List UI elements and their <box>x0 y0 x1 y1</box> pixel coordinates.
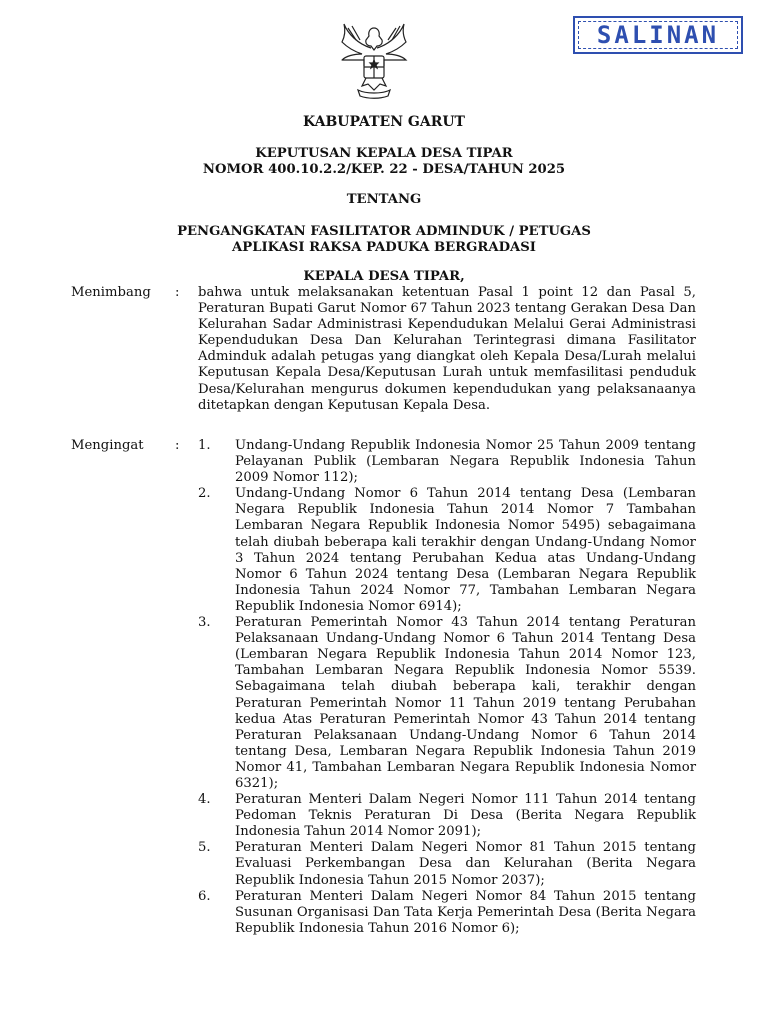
decree-title: KEPUTUSAN KEPALA DESA TIPAR <box>255 146 513 161</box>
list-item <box>198 840 696 888</box>
list-item-text: Peraturan Menteri Dalam Negeri Nomor 111 Tahun 2014 tentang Pedoman Teknis Peraturan Di Desa (Berita Negara Republik Indonesia Tahun 2014 Nomor 2091); <box>235 792 696 840</box>
salinan-stamp: SALINAN <box>573 16 743 54</box>
list-item <box>198 889 696 937</box>
list-item-number: 6. <box>198 888 211 904</box>
list-item-number: 3. <box>198 615 211 631</box>
list-item-number: 5. <box>198 840 211 856</box>
garuda-emblem-icon <box>338 20 410 102</box>
decree-number: NOMOR 400.10.2.2/KEP. 22 - DESA/TAHUN 2025 <box>202 162 566 177</box>
mengingat-list <box>198 438 696 937</box>
list-item <box>198 615 696 792</box>
about-heading: TENTANG <box>346 192 422 207</box>
subject-line-2: APLIKASI RAKSA PADUKA BERGRADASI <box>232 240 536 255</box>
list-item-number: 1. <box>198 438 211 453</box>
menimbang-colon: : <box>175 285 180 300</box>
list-item <box>198 486 696 615</box>
mengingat-colon: : <box>175 438 180 453</box>
menimbang-label: Menimbang <box>71 285 151 300</box>
subject-line-1: PENGANGKATAN FASILITATOR ADMINDUK / PETUGAS <box>177 224 591 239</box>
list-item-text: Peraturan Pemerintah Nomor 43 Tahun 2014 tentang Peraturan Pelaksanaan Undang-Undang Nomor 6 Tahun 2014 Tentang Desa (Lembaran Negara Republik Indonesia Tahun 2014 Nomor 123, Tambahan Lembaran Negara Republik Indonesia Nomor 5539. Sebagaimana telah diubah beberapa kali, terakhir dengan Peraturan Pemerintah Nomor 11 Tahun 2019 tentang Perubahan kedua Atas Peraturan Pemerintah Nomor 43 Tahun 2014 tentang Peraturan Pelaksanaan Undang-Undang Nomor 6 Tahun 2014 tentang Desa, Lembaran Negara Republik Indonesia Tahun 2019 Nomor 41, Tambahan Lembaran Negara Republik Indonesia Nomor 6321); <box>235 615 696 791</box>
list-item <box>198 438 696 486</box>
list-item-number: 2. <box>198 486 211 502</box>
list-item <box>198 792 696 840</box>
list-item-text: Peraturan Menteri Dalam Negeri Nomor 81 Tahun 2015 tentang Evaluasi Perkembangan Desa dan Kelurahan (Berita Negara Republik Indonesia Tahun 2015 Nomor 2037); <box>235 840 696 888</box>
menimbang-text: bahwa untuk melaksanakan ketentuan Pasal 1 point 12 dan Pasal 5, Peraturan Bupati Garut Nomor 67 Tahun 2023 tentang Gerakan Desa Dan Kelurahan Sadar Administrasi Kependudukan Melalui Gerai Administrasi Kependudukan Desa Dan Kelurahan Terintegrasi dimana Fasilitator Adminduk adalah petugas yang diangkat oleh Kepala Desa/Lurah melalui Keputusan Kepala Desa/Keputusan Lurah untuk memfasilitasi penduduk Desa/Kelurahan mengurus dokumen kependudukan yang pelaksanaanya ditetapkan dengan Keputusan Kepala Desa. <box>198 285 696 413</box>
mengingat-label: Mengingat <box>71 438 144 453</box>
list-item-text: Peraturan Menteri Dalam Negeri Nomor 84 Tahun 2015 tentang Susunan Organisasi Dan Tata Kerja Pemerintah Desa (Berita Negara Republik Indonesia Tahun 2016 Nomor 6); <box>235 888 696 936</box>
issuer-heading: KEPALA DESA TIPAR, <box>303 269 465 284</box>
list-item-text: Undang-Undang Nomor 6 Tahun 2014 tentang Desa (Lembaran Negara Republik Indonesia Tahun 2014 Nomor 7 Tambahan Lembaran Negara Republik Indonesia Nomor 5495) sebagaimana telah diubah beberapa kali terakhir dengan Undang-Undang Nomor 3 Tahun 2024 tentang Perubahan Kedua atas Undang-Undang Nomor 6 Tahun 2024 tentang Desa (Lembaran Negara Republik Indonesia Tahun 2024 Nomor 77, Tambahan Lembaran Negara Republik Indonesia Nomor 6914); <box>235 486 696 614</box>
regency-title: KABUPATEN GARUT <box>303 114 465 130</box>
list-item-text: Undang-Undang Republik Indonesia Nomor 25 Tahun 2009 tentang Pelayanan Publik (Lembaran Negara Republik Indonesia Tahun 2009 Nomor 112); <box>235 438 696 486</box>
list-item-number: 4. <box>198 792 211 808</box>
